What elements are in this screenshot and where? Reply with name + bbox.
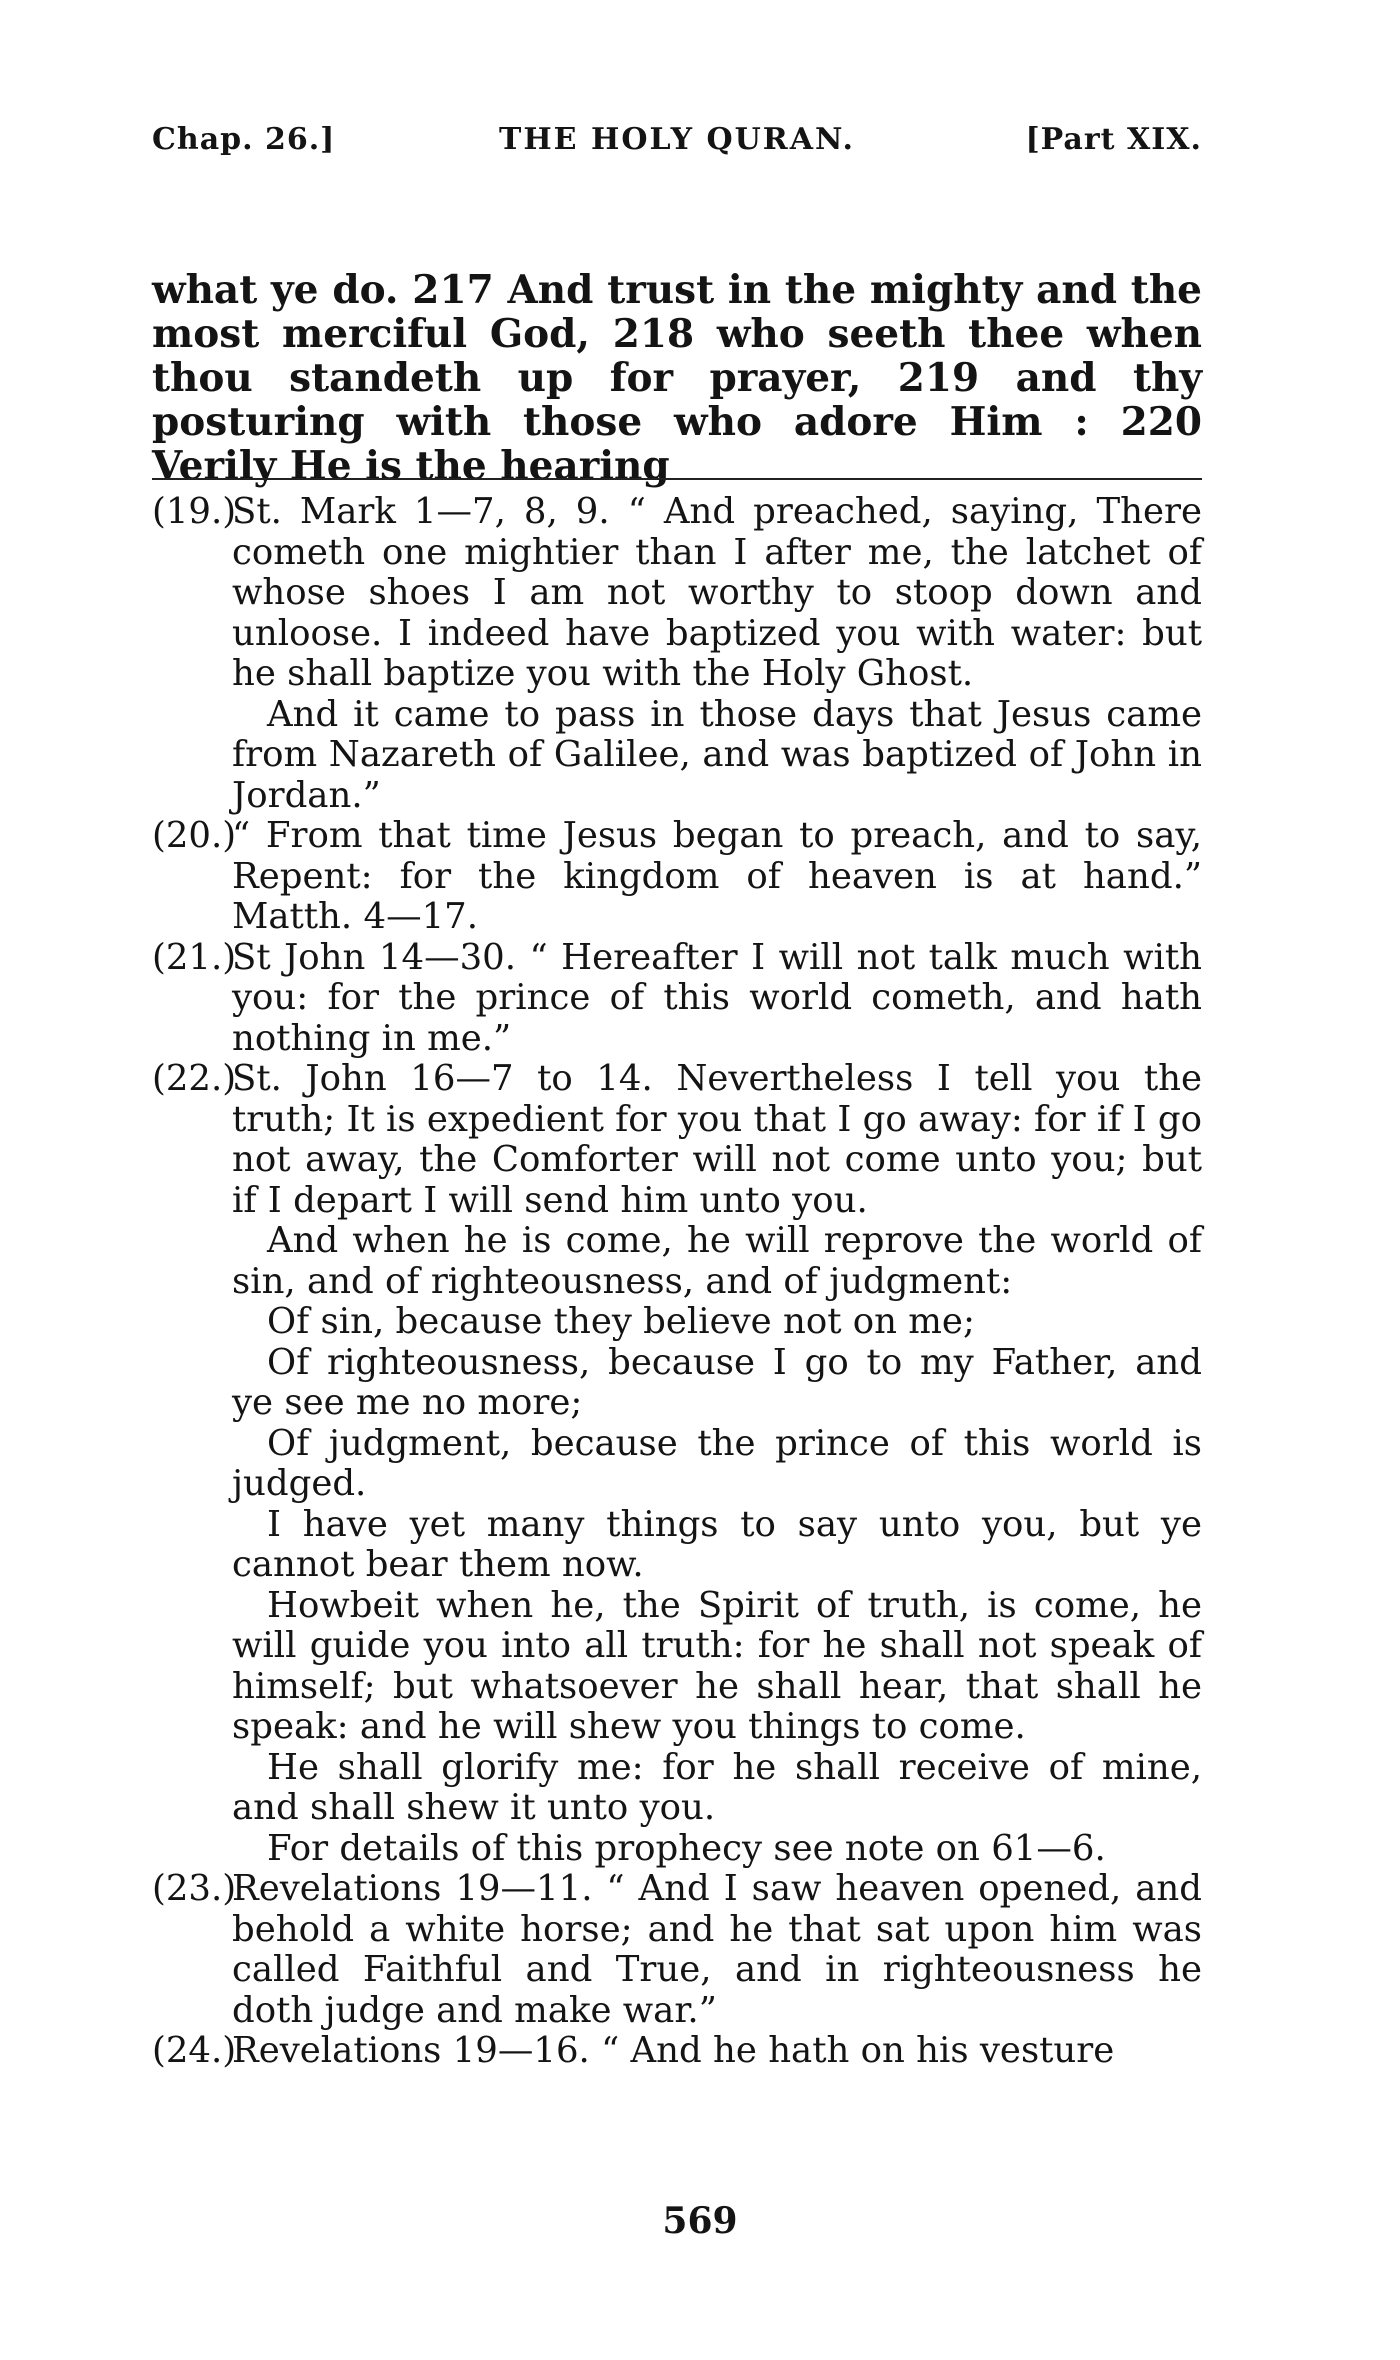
footnote-first-paragraph — [152, 1059, 1202, 1221]
part-label: [Part XIX. — [1025, 122, 1202, 157]
footnote-first-paragraph — [152, 492, 1202, 695]
book-title: THE HOLY QURAN. — [499, 122, 855, 157]
footnote-text: Revelations 19—11. “ And I saw heaven opened, and behold a white horse; and he that sat upon him was called Faithful and True, and in righteousness he doth judge and make war.” — [232, 1868, 1202, 2031]
footnote-text: “ From that time Jesus began to preach, and to say, Repent: for the kingdom of heaven is at hand.” Matth. 4—17. — [232, 815, 1202, 937]
footnote-24 — [152, 2031, 1202, 2072]
footnote-20 — [152, 816, 1202, 938]
footnote-first-paragraph — [152, 1869, 1202, 2031]
footnotes — [152, 492, 1202, 2072]
footnote-21 — [152, 938, 1202, 1060]
footnote-paragraph: He shall glorify me: for he shall receive of mine, and shall shew it unto you. — [232, 1746, 1202, 1828]
footnote-text: St. John 16—7 to 14. Nevertheless I tell you the truth; It is expedient for you that I go away: for if I go not away, the Comforter will not come unto you; but if I depart I will send him unto you. — [232, 1058, 1203, 1221]
footnote-19 — [152, 492, 1202, 816]
footnote-paragraph: And it came to pass in those days that Jesus came from Nazareth of Galilee, and was baptized of John in Jordan.” — [232, 693, 1202, 816]
chapter-label: Chap. 26.] — [152, 122, 336, 157]
footnote-text: St John 14—30. “ Hereafter I will not talk much with you: for the prince of this world cometh, and hath nothing in me.” — [232, 936, 1202, 1059]
running-header — [152, 122, 1202, 172]
footnote-first-paragraph — [152, 938, 1202, 1060]
footnote-paragraph: I have yet many things to say unto you, but ye cannot bear them now. — [232, 1503, 1202, 1585]
page-number: 569 — [662, 2200, 738, 2242]
footnote-number: (23.) — [152, 1868, 237, 1909]
footnote-number: (19.) — [152, 491, 237, 532]
main-verse-text: what ye do. 217 And trust in the mighty and the most merciful God, 218 who seeth thee when thou standeth up for prayer, 219 and thy posturing with those who adore Him : 220 Verily He is the hearing — [152, 267, 1202, 489]
footnote-divider — [152, 478, 1202, 480]
footnote-number: (22.) — [152, 1058, 237, 1099]
footnote-number: (24.) — [152, 2030, 237, 2071]
footnote-22 — [152, 1059, 1202, 1869]
footnote-number: (21.) — [152, 936, 237, 978]
footnote-text: St. Mark 1—7, 8, 9. “ And preached, saying, There cometh one mightier than I after me, the latchet of whose shoes I am not worthy to stoop down and unloose. I indeed have baptized you with water: but he shall baptize you with the Holy Ghost. — [232, 491, 1202, 694]
footnote-paragraph: Of sin, because they believe not on me; — [267, 1301, 975, 1342]
footnote-paragraph: Of righteousness, because I go to my Father, and ye see me no more; — [232, 1341, 1202, 1423]
footnote-text: Revelations 19—16. “ And he hath on his vesture — [232, 2030, 1115, 2071]
footnote-paragraph: Howbeit when he, the Spirit of truth, is come, he will guide you into all truth: for he shall not speak of himself; but whatsoever he shall hear, that shall he speak: and he will shew you things to come. — [232, 1584, 1202, 1747]
footnote-paragraph: Of judgment, because the prince of this world is judged. — [232, 1422, 1202, 1504]
footnote-first-paragraph — [152, 816, 1202, 938]
footnote-paragraph: And when he is come, he will reprove the world of sin, and of righteousness, and of judgment: — [232, 1220, 1202, 1302]
footnote-23 — [152, 1869, 1202, 2031]
footnote-first-paragraph — [152, 2031, 1202, 2072]
footnote-number: (20.) — [152, 815, 237, 856]
footnote-paragraph: For details of this prophecy see note on 61—6. — [267, 1827, 1106, 1869]
